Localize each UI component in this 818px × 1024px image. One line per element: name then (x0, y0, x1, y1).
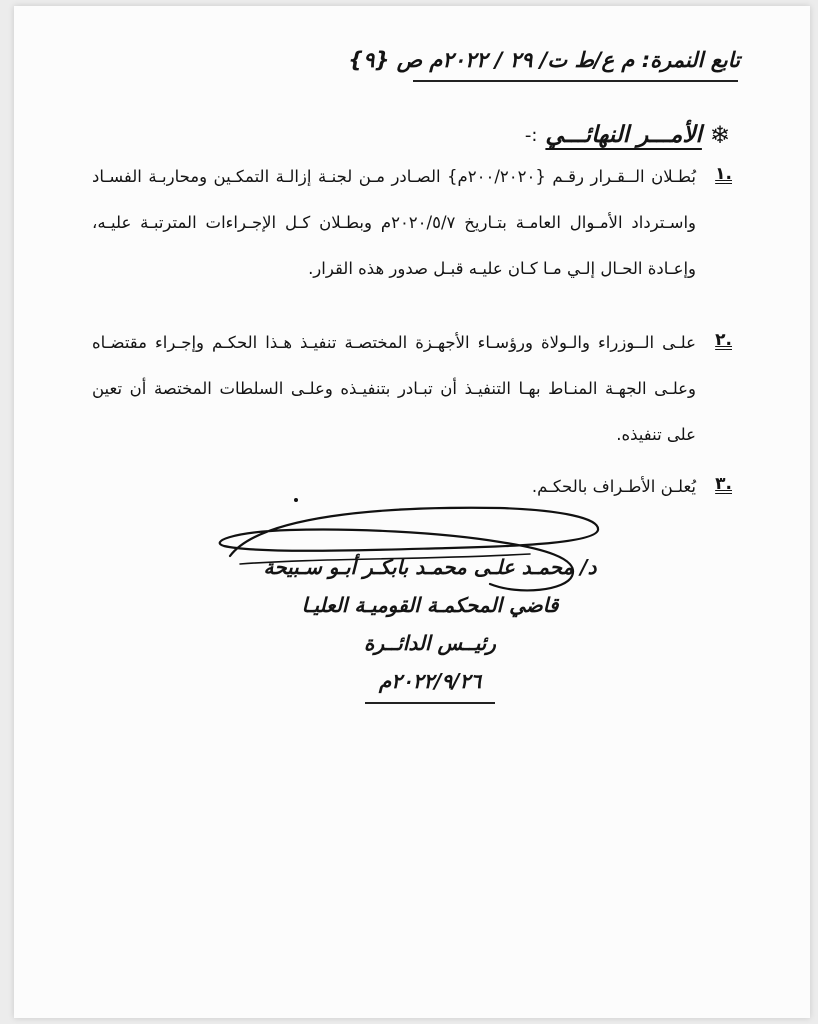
item-number: .٢ (715, 330, 732, 350)
header-underline (413, 80, 738, 82)
item-text: بُطـلان الــقـرار رقـم {٢٠٠/٢٠٢٠م} الصـادر مـن لجنـة إزالـة التمكـين ومحاربـة الفسـاد واسـترداد الأمـوال العامـة بتـاريخ ٢٠٢٠/٥/٧م وبطـلان كـل الإجـراءات المترتبـة عليـه، وإعـادة الحـال إلـي مـا كـان عليـه قبـل صدور هذه القرار. (92, 167, 697, 278)
document-reference-number: تابع النمرة: م ع/ط ت/ ٢٩ / ٢٠٢٢م ص {٩} (348, 48, 740, 72)
order-item-2 (92, 320, 732, 458)
judge-title: قاضي المحكمـة القوميـة العليـا (301, 593, 559, 617)
heading-title: الأمـــر النهائـــي (545, 122, 702, 148)
order-item-1 (92, 154, 732, 292)
signature-date: ٢٠٢٢/٩/٢٦م (365, 662, 495, 704)
signature-block (210, 548, 650, 704)
judge-role: رئيــس الدائــرة (364, 631, 496, 655)
item-text: يُعلـن الأطـراف بالحكـم. (531, 477, 696, 496)
section-heading (525, 122, 730, 148)
judge-name: د/ محمـد علـى محمـد بابكـر أبـو سـبيحة (263, 555, 597, 579)
item-number: .١ (715, 164, 732, 184)
item-text: علـى الــوزراء والـولاة ورؤسـاء الأجهـزة المختصـة تنفيـذ هـذا الحكـم وإجـراء مقتضـاه وعلـى الجهـة المنـاط بهـا التنفيـذ أن تبـادر بتنفيـذه وعلـى السلطات المختصة أن تعين على تنفيذه. (92, 333, 696, 444)
heading-separator: :- (524, 124, 538, 146)
item-number: .٣ (715, 474, 732, 494)
snowflake-icon: ❄ (709, 121, 730, 149)
